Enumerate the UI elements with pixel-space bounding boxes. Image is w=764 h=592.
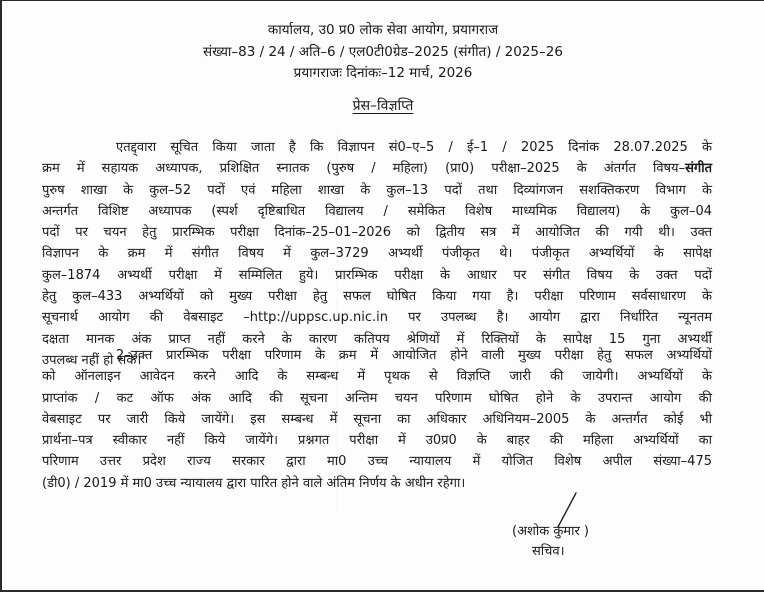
- paragraph-line: परिणाम उत्तर प्रदेश राज्य सरकार द्वारा मा0 उच्च न्यायालय में योजित विशेष अपील संख्या–475: [42, 454, 712, 470]
- reference-number: संख्या–83 / 24 / अति–6 / एल0टी0ग्रेड–2025 (संगीत) / 2025–26: [203, 44, 563, 60]
- paragraph-line: उपलब्ध नहीं हो सके।: [42, 352, 142, 368]
- signatory-designation: सचिव।: [532, 544, 565, 559]
- paragraph-line: को ऑनलाइन आवेदन करने आदि के सम्बन्ध में पृथक से विज्ञप्ति जारी की जायेगी। अभ्यर्थियों के: [42, 369, 712, 385]
- paragraph-line: कुल–1874 अभ्यर्थी परीक्षा में सम्मिलित हुये। प्रारम्भिक परीक्षा के आधार पर संगीत विषय के उक्त पदों: [42, 267, 712, 283]
- paragraph-line: प्रार्थना–पत्र स्वीकार नहीं किये जायेंगे। प्रश्नगत परीक्षा में उ0प्र0 के बाहर की महिला अभ्यर्थियों का: [42, 433, 712, 449]
- paragraph-line: हेतु कुल–433 अभ्यर्थियों को मुख्य परीक्षा हेतु सफल घोषित किया गया है। परीक्षा परिणाम सर्वसाधारण के: [42, 289, 712, 305]
- paragraph-line-website: सूचनार्थ आयोग की वेबसाइट –http://uppsc.up.nic.in पर उपलब्ध है। आयोग द्वारा निर्धारित न्यूनतम: [42, 310, 712, 326]
- bold-subject: संगीत: [685, 161, 712, 177]
- paragraph-line: वेबसाइट पर जारी किये जायेंगे। इस सम्बन्ध में सूचना का अधिकार अधिनियम–2005 के अन्तर्गत कोई भी: [42, 411, 712, 427]
- paragraph-line: अन्तर्गत विशिष्ट अध्यापक (स्पर्श दृष्टिबाधित विद्यालय / समेकित विशेष माध्यमिक विद्यालय) के कुल–04: [42, 203, 712, 219]
- paragraph-line: (डी0) / 2019 में मा0 उच्च न्यायालय द्वारा पारित होने वाले अंतिम निर्णय के अधीन रहेगा।: [42, 475, 466, 491]
- paragraph-line: [42, 158, 712, 179]
- paragraph-line: प्राप्तांक / कट ऑफ अंक आदि की सूचना अन्तिम चयन परिणाम घोषित होने के उपरान्त आयोग की: [42, 390, 712, 406]
- paragraph-line: 2–उक्त प्रारम्भिक परीक्षा परिणाम के क्रम में आयोजित होने वाली मुख्य परीक्षा हेतु सफल अभ्यर्थियों: [116, 348, 712, 363]
- line-text: क्रम में सहायक अध्यापक, प्रशिक्षित स्नातक (पुरुष / महिला) (प्रा0) परीक्षा–2025 के अंतर्गत विषय–: [42, 161, 686, 177]
- paragraph-line: विज्ञापन के क्रम में संगीत विषय में कुल–3729 अभ्यर्थी पंजीकृत थे। पंजीकृत अभ्यर्थियों के सापेक्ष: [42, 246, 712, 262]
- document-page: [2, 1, 764, 590]
- office-name: कार्यालय, उ0 प्र0 लोक सेवा आयोग, प्रयागराज: [267, 22, 499, 38]
- paragraph-line: पुरुष शाखा के कुल–52 पदों एवं महिला शाखा के कुल–13 पदों तथा दिव्यांगजन सशक्तिकरण विभाग के: [42, 182, 712, 198]
- paragraph-line: एतद्द्वारा सूचित किया जाता है कि विज्ञापन सं0–ए–5 / ई–1 / 2025 दिनांक 28.07.2025 के: [116, 140, 712, 155]
- signatory-name: (अशोक कुमार ): [512, 524, 589, 539]
- signature-block: [502, 491, 642, 571]
- document-title: प्रेस–विज्ञप्ति: [352, 98, 414, 114]
- paragraph-1: [42, 137, 712, 371]
- paragraph-line: दक्षता मानक अंक प्राप्त नहीं करने के कारण कतिपय श्रेणियों में रिक्तियों के सापेक्ष 15 गुना अभ्यर्थी: [42, 331, 712, 347]
- paragraph-line: पदों पर चयन हेतु प्रारम्भिक परीक्षा दिनांक–25–01–2026 को द्वितीय सत्र में आयोजित की गयी थी। उक्त: [42, 225, 712, 241]
- paragraph-2: [42, 345, 712, 494]
- place-date: प्रयागराजः दिनांकः–12 मार्च, 2026: [293, 65, 473, 81]
